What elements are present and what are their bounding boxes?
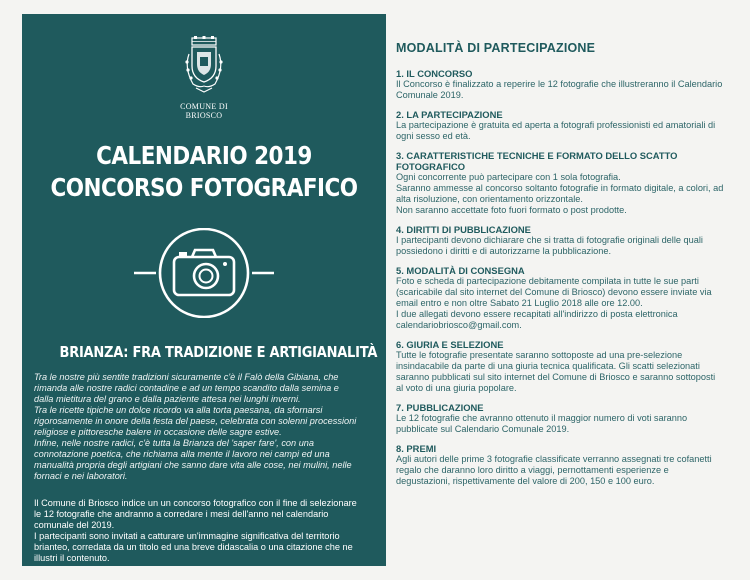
intro-line: Tra le nostre più sentite tradizioni sicuramente c'è il Falò della Gibiana, che [34,372,339,382]
body-line: Il Comune di Briosco indice un un concorso fotografico con il fine di selezionare [34,498,357,508]
intro-line: Infine, nelle nostre radici, c'è tutta la Brianza del 'saper fare', con una [34,438,315,448]
rule-section [396,68,738,101]
intro-line: manualità propria degli artigiani che sanno dare vita alle cose, nei mulini, nelle [34,460,352,470]
rule-heading: 1. IL CONCORSO [396,68,473,79]
rule-heading: FOTOGRAFICO [396,161,466,172]
left-panel [22,14,386,566]
intro-line: rigorosamente in onore della festa del paese, celebrata con solenni processioni [34,416,357,426]
rule-heading: 6. GIURIA E SELEZIONE [396,339,504,350]
main-title-line: CALENDARIO 2019 [96,141,312,170]
rule-line: al voto di una giuria popolare. [396,383,517,393]
rule-heading: 2. LA PARTECIPAZIONE [396,109,503,120]
main-title-line: CONCORSO FOTOGRAFICO [50,173,358,202]
rule-line: pubblicate sul Calendario Comunale 2019. [396,424,570,434]
subtitle: BRIANZA: FRA TRADIZIONE E ARTIGIANALITÀ [59,343,378,361]
rule-line: Il Concorso è finalizzato a reperire le 12 fotografie che illustreranno il Calendario [396,79,723,89]
rule-heading: 7. PUBBLICAZIONE [396,402,484,413]
rule-heading: 5. MODALITÀ DI CONSEGNA [396,265,525,276]
rule-heading: 3. CARATTERISTICHE TECNICHE E FORMATO DELLO SCATTO [396,150,678,161]
rule-line: I partecipanti devono dichiarare che si tratta di fotografie originali delle quali [396,235,703,245]
rule-line: regalo che daranno loro diritto a viaggi, pernottamenti esperienze e [396,465,669,475]
rule-line: Foto e scheda di partecipazione debitamente compilata in tutte le sue parti [396,276,699,286]
body-line: comunale del 2019. [34,520,115,530]
rule-line: La partecipazione è gratuita ed aperta a fotografi professionisti ed amatoriali di [396,120,716,130]
rule-line: possiedono i diritti e di autorizzarne la pubblicazione. [396,246,612,256]
intro-line: connotazione poetica, che richiama alla mente il lavoro nei campi ed una [34,449,330,459]
body-line: le 12 fotografie che andranno a corredare i mesi dell'anno nel calendario [34,509,329,519]
intro-line: religiose e pittoresche balere in occasione delle sagre estive. [34,427,282,437]
town-label-line: COMUNE DI [180,102,228,111]
coat-of-arms-icon [179,36,229,96]
rule-section [396,150,738,216]
email-address: calendariobriosco@gmail.com. [396,320,522,330]
intro-line: Tra le ricette tipiche un dolce ricordo va alla torta paesana, da sfornarsi [34,405,323,415]
rule-section [396,109,738,142]
body-line: brianteo, corredata da un titolo ed una breve didascalia o una citazione che ne [34,542,353,552]
rule-heading: 8. PREMI [396,443,437,454]
intro-text [34,372,376,482]
rule-section [396,224,738,257]
body-line: I partecipanti sono invitati a catturare un'immagine significativa del territorio [34,531,340,541]
rule-line: Saranno ammesse al concorso soltanto fotografie in formato digitale, a colori, ad [396,183,724,193]
rule-line: email entro e non oltre Sabato 21 Luglio 2018 alle ore 12.00. [396,298,643,308]
rule-line: ogni sesso ed età. [396,131,471,141]
rules-column [396,40,738,495]
rule-line: saranno pubblicati sul sito internet del Comune di Briosco e saranno sottoposti [396,372,716,382]
intro-line: dalla mietitura del grano e dalla paziente attesa nei lunghi inverni. [34,394,301,404]
rule-section [396,402,738,435]
rule-line: Non saranno accettate foto fuori formato o post prodotte. [396,205,627,215]
rule-line: insindacabile da parte di una giuria tecnica qualificata. Gli scatti selezionati [396,361,700,371]
camera-icon [134,228,274,318]
rule-line: (scaricabile dal sito internet del Comune di Briosco) devono essere inviate via [396,287,712,297]
rule-line: I due allegati devono essere recapitati all'indirizzo di posta elettronica [396,309,678,319]
rule-section [396,265,738,331]
rule-line: alta risoluzione, con orientamento orizzontale. [396,194,583,204]
rule-line: Ogni concorrente può partecipare con 1 sola fotografia. [396,172,621,182]
rule-line: degustazioni, rispettivamente del valore di 200, 150 e 100 euro. [396,476,655,486]
rules-title: MODALITÀ DI PARTECIPAZIONE [396,41,596,55]
body-line: illustri il contenuto. [34,553,110,563]
rule-heading: 4. DIRITTI DI PUBBLICAZIONE [396,224,531,235]
rule-line: Comunale 2019. [396,90,464,100]
rule-line: Agli autori delle prime 3 fotografie classificate verranno assegnati tre cofanetti [396,454,712,464]
rule-line: Le 12 fotografie che avranno ottenuto il maggior numero di voti saranno [396,413,688,423]
rule-section [396,339,738,394]
rule-section [396,443,738,487]
announcement-text [34,498,376,564]
rule-line: Tutte le fotografie presentate saranno sottoposte ad una pre-selezione [396,350,683,360]
intro-line: rimanda alle nostre radici contadine e ad un tempo scandito dalla semina e [34,383,339,393]
intro-line: fornaci e nei laboratori. [34,471,128,481]
town-label-line: BRIOSCO [185,111,223,120]
